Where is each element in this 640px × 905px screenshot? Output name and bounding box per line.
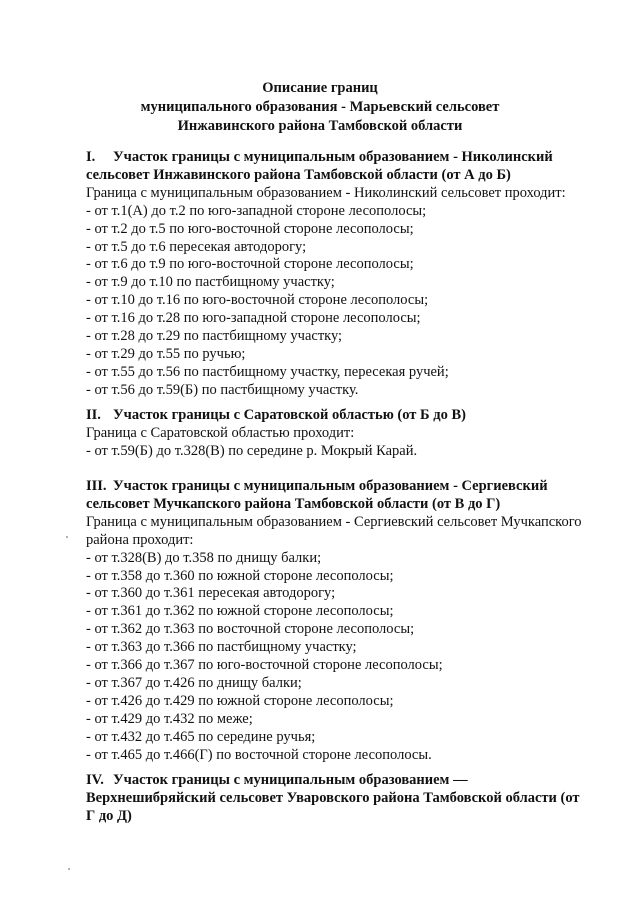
section-2-heading [86,407,626,425]
section-1-heading [86,149,626,167]
section-3-intro-line-1: Граница с муниципальным образованием - Сергиевский сельсовет Мучкапского [86,513,582,530]
title-line-3: Инжавинского района Тамбовской области [177,118,463,134]
section-1-heading-line-2: сельсовет Инжавинского района Тамбовской области (от А до Б) [86,166,511,183]
list-item: - от т.28 до т.29 по пастбищному участку; [86,328,343,345]
list-item: - от т.16 до т.28 по юго-западной стороне лесополосы; [86,310,421,327]
section-4-heading-line-2: Верхнешибряйский сельсовет Уваровского района Тамбовской области (от [86,789,580,806]
section-2-items [86,443,626,461]
scan-speck [66,536,68,538]
list-item: - от т.55 до т.56 по пастбищному участку, пересекая ручей; [86,363,449,380]
list-item: - от т.367 до т.426 по днищу балки; [86,674,302,691]
section-1-heading-line-1: Участок границы с муниципальным образованием - Николинский [113,149,553,165]
section-4-heading-line-1: Участок границы с муниципальным образованием — [113,772,468,788]
section-3 [86,478,626,765]
list-item: - от т.358 до т.360 по южной стороне лесополосы; [86,567,394,584]
section-3-intro-line-2: района проходит: [86,531,194,548]
section-4-heading-line-3: Г до Д) [86,807,132,824]
document-title [0,79,640,136]
list-item: - от т.10 до т.16 по юго-восточной стороне лесополосы; [86,292,429,309]
list-item: - от т.328(В) до т.358 по днищу балки; [86,549,322,566]
list-item: - от т.2 до т.5 по юго-восточной стороне лесополосы; [86,220,414,237]
section-1-items [86,203,626,400]
scan-speck [68,868,70,870]
section-4-number: IV. [86,772,104,788]
section-1 [86,149,626,400]
section-1-number: I. [86,149,96,165]
list-item: - от т.465 до т.466(Г) по восточной стороне лесополосы. [86,746,432,763]
list-item: - от т.366 до т.367 по юго-восточной стороне лесополосы; [86,657,443,674]
section-1-intro: Граница с муниципальным образованием - Николинский сельсовет проходит: [86,184,566,201]
list-item: - от т.9 до т.10 по пастбищному участку; [86,274,335,291]
section-3-number: III. [86,478,107,494]
section-3-items [86,550,626,765]
section-2 [86,407,626,461]
section-4 [86,772,626,826]
list-item: - от т.59(Б) до т.328(В) по середине р. Мокрый Карай. [86,442,418,459]
section-3-heading-line-1: Участок границы с муниципальным образованием - Сергиевский [113,478,548,494]
section-4-heading [86,772,626,790]
list-item: - от т.429 до т.432 по меже; [86,710,253,727]
section-3-heading-line-2: сельсовет Мучкапского района Тамбовской области (от В до Г) [86,495,501,512]
list-item: - от т.361 до т.362 по южной стороне лесополосы; [86,603,394,620]
list-item: - от т.362 до т.363 по восточной стороне лесополосы; [86,621,415,638]
section-2-number: II. [86,407,101,423]
list-item: - от т.360 до т.361 пересекая автодорогу; [86,585,336,602]
list-item: - от т.6 до т.9 по юго-восточной стороне лесополосы; [86,256,414,273]
list-item: - от т.1(А) до т.2 по юго-западной стороне лесополосы; [86,202,427,219]
title-line-1: Описание границ [262,80,378,96]
title-line-2: муниципального образования - Марьевский сельсовет [140,99,500,115]
section-3-heading [86,478,626,496]
list-item: - от т.426 до т.429 по южной стороне лесополосы; [86,692,394,709]
section-2-intro: Граница с Саратовской областью проходит: [86,424,355,441]
list-item: - от т.5 до т.6 пересекая автодорогу; [86,238,307,255]
list-item: - от т.432 до т.465 по середине ручья; [86,728,316,745]
list-item: - от т.56 до т.59(Б) по пастбищному участку. [86,381,359,398]
list-item: - от т.363 до т.366 по пастбищному участку; [86,639,357,656]
section-2-heading-line-1: Участок границы с Саратовской областью (от Б до В) [113,407,466,423]
list-item: - от т.29 до т.55 по ручью; [86,345,246,362]
